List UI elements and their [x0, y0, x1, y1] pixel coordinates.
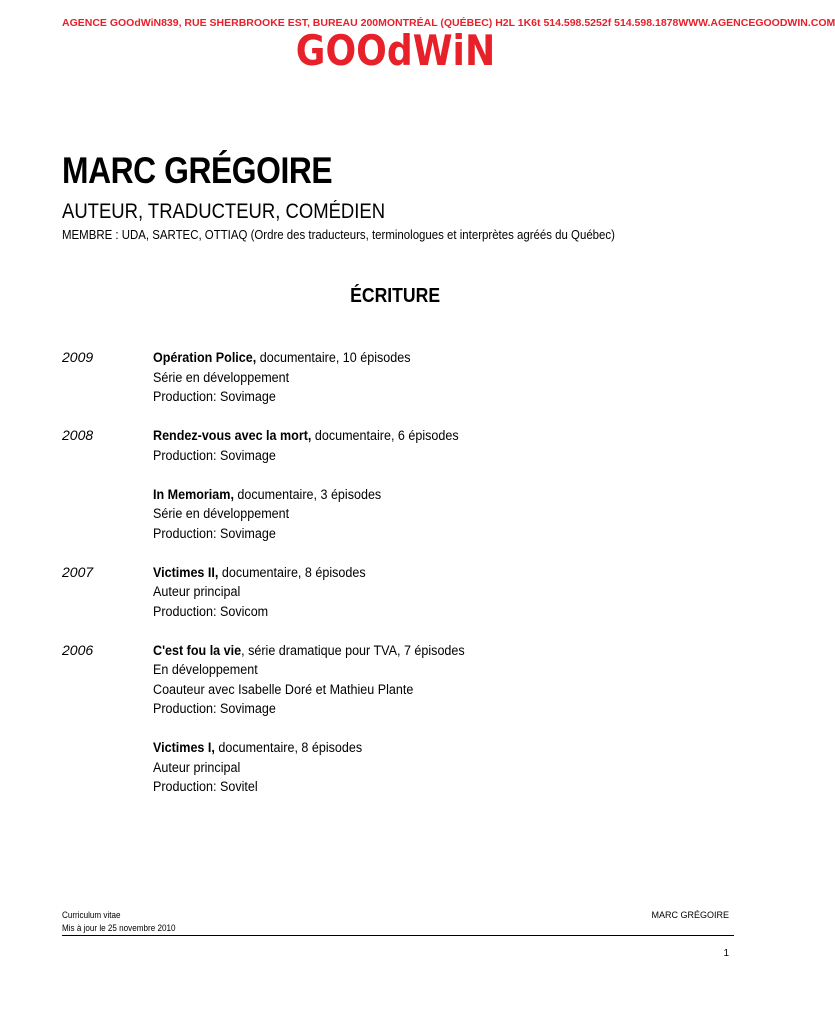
- entry-description: , série dramatique pour TVA, 7 épisodes: [241, 642, 465, 658]
- entry-detail: Production: Sovimage: [153, 701, 276, 716]
- entry-work: [153, 485, 742, 544]
- footer-left: [62, 909, 175, 935]
- entry-description: documentaire, 8 épisodes: [214, 740, 363, 755]
- entry-headline: [153, 738, 701, 758]
- entry-headline: [153, 563, 701, 583]
- agency-fax: f 514.598.1878: [607, 17, 679, 29]
- footer-updated: Mis à jour le 25 novembre 2010: [62, 923, 176, 933]
- agency-phone: t 514.598.5252: [537, 17, 608, 29]
- agency-city: MONTRÉAL (QUÉBEC) H2L 1K6: [378, 17, 538, 29]
- entries-list: [62, 348, 742, 816]
- entry-detail: Production: Sovitel: [153, 779, 258, 794]
- list-item: [62, 738, 742, 797]
- entry-title: Victimes I,: [153, 740, 215, 755]
- entry-detail: En développement: [153, 662, 258, 677]
- section-title: [0, 285, 791, 308]
- list-item: [62, 641, 742, 719]
- entry-detail: Série en développement: [153, 506, 290, 521]
- entry-description: documentaire, 10 épisodes: [256, 350, 411, 365]
- entry-description: documentaire, 3 épisodes: [233, 486, 382, 502]
- entry-work: [153, 426, 742, 465]
- entry-year: 2007: [62, 563, 94, 580]
- agency-logo: GOOdWiN: [295, 26, 496, 75]
- entry-headline: [153, 485, 701, 505]
- agency-website[interactable]: WWW.AGENCEGOODWIN.COM: [678, 17, 835, 29]
- section-title-text: ÉCRITURE: [350, 285, 441, 307]
- entry-title: Opération Police,: [153, 350, 257, 365]
- agency-name: AGENCE GOOdWiN: [62, 17, 162, 29]
- entry-detail: Auteur principal: [153, 759, 241, 775]
- entry-detail: Auteur principal: [153, 584, 241, 599]
- entry-detail: Production: Sovimage: [153, 447, 276, 463]
- entry-year: 2008: [62, 427, 94, 443]
- entry-description: documentaire, 8 épisodes: [218, 564, 366, 580]
- entry-description: documentaire, 6 épisodes: [311, 428, 459, 443]
- footer-divider: [62, 935, 734, 936]
- entry-headline: [153, 348, 701, 368]
- list-item: [62, 426, 742, 465]
- list-item: [62, 563, 742, 622]
- footer-doc-type: Curriculum vitae: [62, 910, 121, 920]
- entry-title: C'est fou la vie: [153, 642, 242, 658]
- footer-name: MARC GRÉGOIRE: [651, 910, 729, 920]
- entry-work: [153, 738, 742, 797]
- entry-detail: Production: Sovimage: [153, 389, 276, 404]
- entry-year: 2009: [62, 349, 94, 365]
- entry-detail: Production: Sovicom: [153, 603, 269, 619]
- entry-work: [153, 641, 742, 719]
- entry-headline: [153, 641, 701, 661]
- list-item: [62, 348, 742, 407]
- entry-title: Victimes II,: [153, 564, 219, 580]
- list-item: [62, 485, 742, 544]
- entry-detail: Série en développement: [153, 369, 290, 385]
- entry-year: 2006: [62, 641, 94, 658]
- page-number: 1: [723, 948, 729, 959]
- agency-address: 839, RUE SHERBROOKE EST, BUREAU 200: [161, 17, 379, 29]
- entry-title: Rendez-vous avec la mort,: [153, 428, 312, 443]
- person-profession: AUTEUR, TRADUCTEUR, COMÉDIEN: [62, 200, 386, 223]
- entry-work: [153, 563, 742, 622]
- person-name: MARC GRÉGOIRE: [62, 150, 333, 191]
- entry-title: In Memoriam,: [153, 486, 234, 502]
- person-membership: MEMBRE : UDA, SARTEC, OTTIAQ (Ordre des traducteurs, terminologues et interprètes agréés du Québec): [62, 227, 615, 242]
- entry-detail: Coauteur avec Isabelle Doré et Mathieu Plante: [153, 681, 414, 697]
- entry-detail: Production: Sovimage: [153, 525, 276, 541]
- entry-headline: [153, 426, 701, 446]
- entry-work: [153, 348, 742, 407]
